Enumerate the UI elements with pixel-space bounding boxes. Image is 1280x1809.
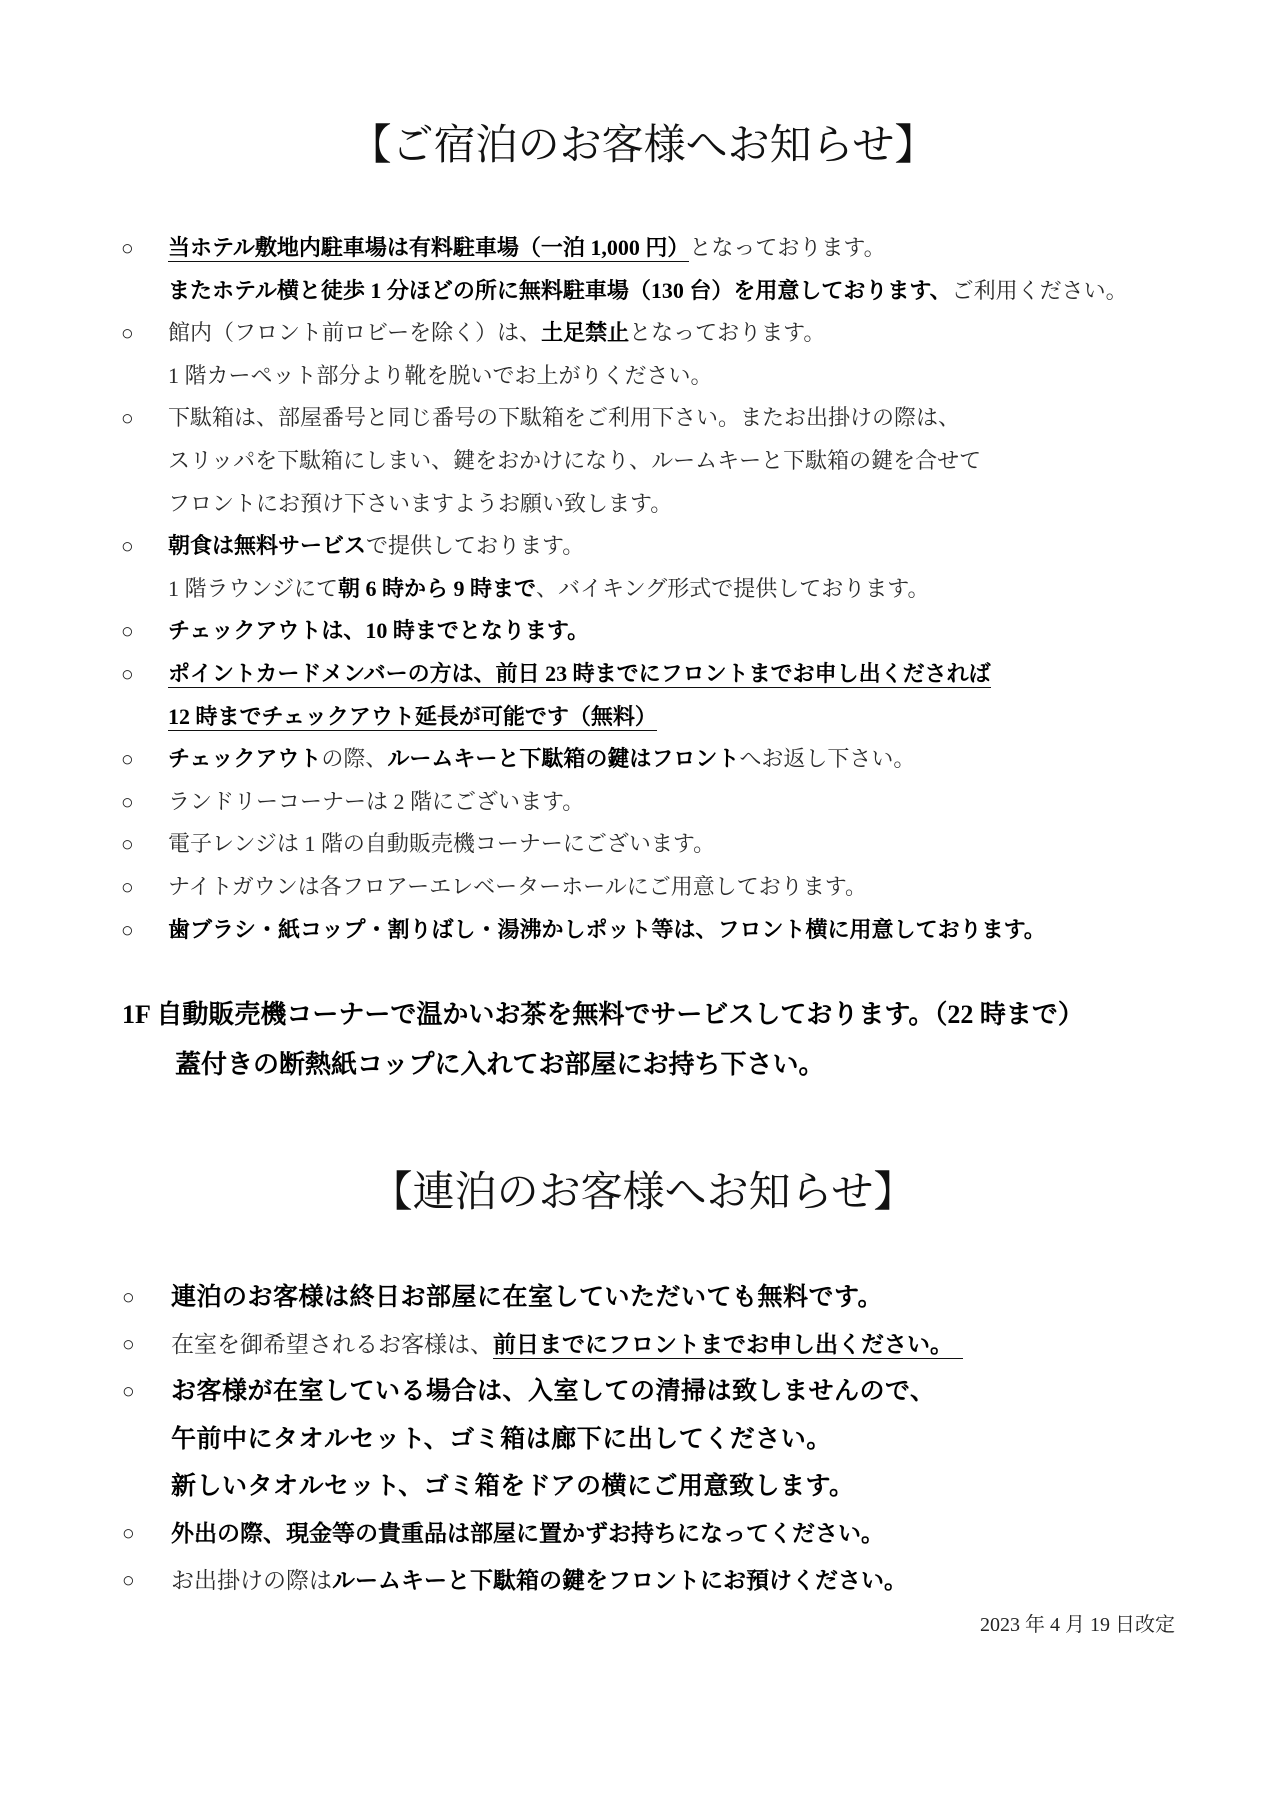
microwave-notice-item xyxy=(0,823,1280,866)
laundry-notice-item xyxy=(0,781,1280,824)
emphasis-text: 外出の際、現金等の貴重品は部屋に置かずお持ちになってください。 xyxy=(171,1520,884,1546)
emphasis-text: 連泊のお客様は終日お部屋に在室していただいても無料です。 xyxy=(171,1284,884,1311)
item-line xyxy=(0,823,1280,866)
text-segment: 在室を御希望されるお客様は、 xyxy=(171,1332,493,1358)
circle-bullet-icon: ○ xyxy=(121,236,134,260)
circle-bullet-icon: ○ xyxy=(122,1332,135,1357)
breakfast-notice-item xyxy=(0,525,1280,610)
text-segment: ランドリーコーナーは 2 階にございます。 xyxy=(168,788,585,814)
amenities-notice-item xyxy=(0,909,1280,952)
circle-bullet-icon: ○ xyxy=(121,832,134,857)
item-line xyxy=(0,866,1280,909)
item-line xyxy=(0,312,1280,355)
free-tea-notice xyxy=(0,990,1280,1090)
text-segment: で提供しております。 xyxy=(366,533,585,559)
text-segment: 下駄箱は、部屋番号と同じ番号の下駄箱をご利用下さい。またお出掛けの際は、 xyxy=(168,405,961,431)
text-segment: となっております。 xyxy=(629,320,826,346)
consecutive-stay-title: 【連泊のお客様へお知らせ】 xyxy=(370,1170,916,1216)
checkout-time-notice-item xyxy=(0,610,1280,653)
shoe-locker-notice-item xyxy=(0,397,1280,525)
cleaning-notice-item xyxy=(0,1368,1280,1510)
emphasis-text: 歯ブラシ・紙コップ・割りばし・湯沸かしポット等は、フロント横に用意しております。 xyxy=(168,916,1046,942)
circle-bullet-icon: ○ xyxy=(121,789,134,814)
emphasis-text: 土足禁止 xyxy=(541,320,630,346)
emphasis-text: 新しいタオルセット、ゴミ箱をドアの横にご用意致します。 xyxy=(171,1472,855,1500)
text-segment: お出掛けの際は xyxy=(171,1568,332,1594)
overnight-guests-notice-list xyxy=(0,227,1280,951)
free-stay-in-room-item xyxy=(0,1274,1280,1321)
text-segment: の際、 xyxy=(321,746,388,772)
consecutive-stay-notice-list xyxy=(0,1274,1280,1604)
revision-date: 2023 年 4 月 19 日改定 xyxy=(980,1614,1175,1636)
emphasis-text: お客様が在室している場合は、入室しての清掃は致しませんので、 xyxy=(171,1378,936,1406)
emphasis-text: 午前中にタオルセット、ゴミ箱は廊下に出してください。 xyxy=(171,1425,832,1453)
circle-bullet-icon: ○ xyxy=(122,1568,135,1593)
emphasis-text: 朝 6 時から 9 時まで xyxy=(337,575,536,601)
emphasis-text: チェックアウト xyxy=(168,746,322,772)
item-line xyxy=(0,568,1280,611)
item-line xyxy=(0,397,1280,440)
text-segment: 館内（フロント前ロビーを除く）は、 xyxy=(168,320,542,346)
item-line xyxy=(0,1368,1280,1415)
parking-notice-item xyxy=(0,227,1280,312)
underlined-emphasis-text: ポイントカードメンバーの方は、前日 23 時までにフロントまでお申し出くだされば xyxy=(168,660,991,686)
circle-bullet-icon: ○ xyxy=(122,1379,135,1404)
nightgown-notice-item xyxy=(0,866,1280,909)
emphasis-text: またホテル横と徒歩 1 分ほどの所に無料駐車場（130 台）を用意しております、 xyxy=(168,277,952,303)
item-line xyxy=(0,355,1280,398)
tea-notice-line: 1F 自動販売機コーナーで温かいお茶を無料でサービスしております。（22 時まで） xyxy=(122,1000,1084,1029)
text-segment: ナイトガウンは各フロアーエレベーターホールにご用意しております。 xyxy=(168,873,867,899)
item-line xyxy=(0,1321,1280,1368)
text-segment: フロントにお預け下さいますようお願い致します。 xyxy=(168,490,673,516)
valuables-notice-item xyxy=(0,1510,1280,1557)
tea-notice-line: 蓋付きの断熱紙コップに入れてお部屋にお持ち下さい。 xyxy=(175,1050,825,1079)
text-segment: 電子レンジは 1 階の自動販売機コーナーにございます。 xyxy=(168,831,716,857)
item-line xyxy=(0,653,1280,696)
text-segment: 1 階ラウンジにて xyxy=(168,575,338,601)
circle-bullet-icon: ○ xyxy=(121,534,134,559)
circle-bullet-icon: ○ xyxy=(122,1520,135,1545)
circle-bullet-icon: ○ xyxy=(121,874,134,899)
underlined-emphasis-text: 12 時までチェックアウト延長が可能です（無料） xyxy=(168,703,657,729)
overnight-guests-title: 【ご宿泊のお客様へお知らせ】 xyxy=(349,123,937,169)
item-line xyxy=(0,909,1280,952)
stay-in-request-item xyxy=(0,1321,1280,1368)
item-line xyxy=(0,227,1280,270)
circle-bullet-icon: ○ xyxy=(121,661,134,686)
circle-bullet-icon: ○ xyxy=(121,747,134,772)
key-deposit-notice-item xyxy=(0,1557,1280,1604)
text-segment: スリッパを下駄箱にしまい、鍵をおかけになり、ルームキーと下駄箱の鍵を合せて xyxy=(168,447,982,473)
item-line xyxy=(0,1274,1280,1321)
emphasis-text: ルームキーと下駄箱の鍵はフロント xyxy=(387,746,740,772)
circle-bullet-icon: ○ xyxy=(121,406,134,431)
item-line xyxy=(0,1557,1280,1604)
underlined-emphasis-text: 前日までにフロントまでお申し出ください。 xyxy=(493,1332,963,1359)
emphasis-text: ルームキーと下駄箱の鍵をフロントにお預けください。 xyxy=(332,1568,907,1594)
item-line xyxy=(0,440,1280,483)
item-line xyxy=(0,1510,1280,1557)
emphasis-text: チェックアウトは、10 時までとなります。 xyxy=(168,618,590,644)
item-line xyxy=(0,1416,1280,1463)
underlined-emphasis-text: 当ホテル敷地内駐車場は有料駐車場（一泊 1,000 円） xyxy=(168,235,690,260)
circle-bullet-icon: ○ xyxy=(122,1285,135,1309)
emphasis-text: 朝食は無料サービス xyxy=(168,533,367,559)
item-line xyxy=(0,696,1280,739)
circle-bullet-icon: ○ xyxy=(121,619,134,644)
item-line xyxy=(0,525,1280,568)
item-line xyxy=(0,738,1280,781)
late-checkout-notice-item xyxy=(0,653,1280,738)
text-segment: ご利用ください。 xyxy=(951,277,1128,303)
item-line xyxy=(0,610,1280,653)
item-line xyxy=(0,781,1280,824)
item-line xyxy=(0,270,1280,313)
text-segment: 1 階カーペット部分より靴を脱いでお上がりください。 xyxy=(168,362,713,388)
key-return-notice-item xyxy=(0,738,1280,781)
text-segment: となっております。 xyxy=(689,235,886,260)
item-line xyxy=(0,483,1280,526)
text-segment: 、バイキング形式で提供しております。 xyxy=(535,575,930,601)
no-shoes-notice-item xyxy=(0,312,1280,397)
item-line xyxy=(0,1463,1280,1510)
circle-bullet-icon: ○ xyxy=(121,321,134,346)
circle-bullet-icon: ○ xyxy=(121,917,134,942)
text-segment: へお返し下さい。 xyxy=(739,746,916,772)
